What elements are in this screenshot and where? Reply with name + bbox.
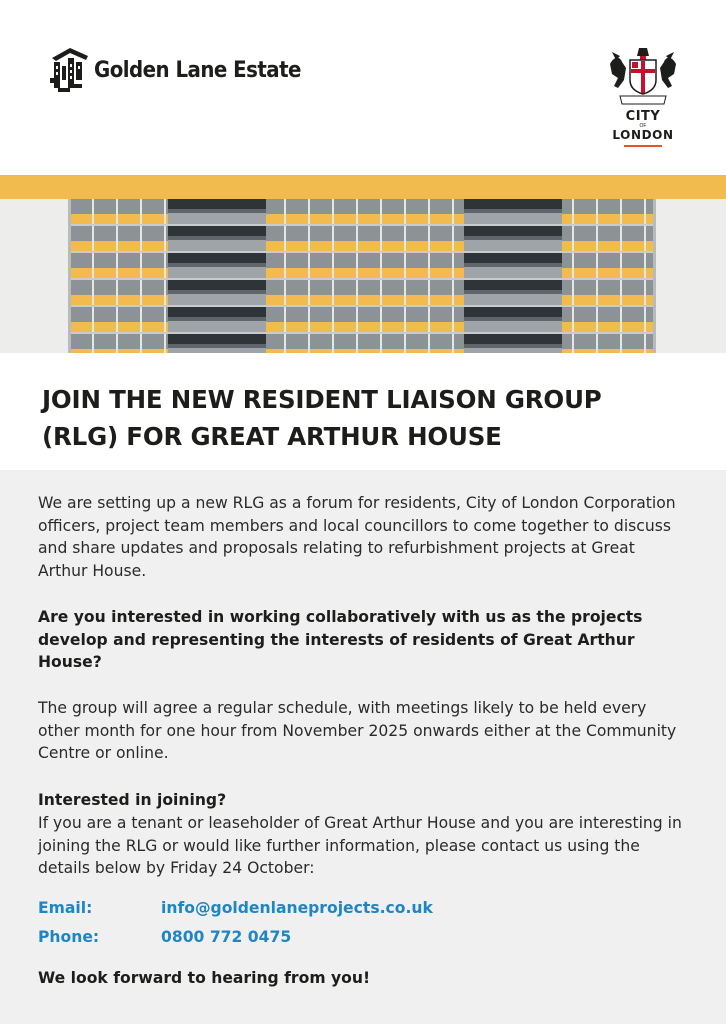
title-section xyxy=(0,353,726,470)
balcony-slab xyxy=(168,224,266,226)
balcony-recess xyxy=(464,334,562,344)
mullion xyxy=(332,253,334,278)
mullion xyxy=(308,253,310,278)
mullion xyxy=(140,253,142,278)
balcony-recess xyxy=(464,307,562,317)
mullion xyxy=(116,334,118,353)
mullion xyxy=(572,307,574,332)
mullion xyxy=(164,199,166,224)
intro-paragraph: We are setting up a new RLG as a forum for residents, City of London Corporation officers, project team members and local councillors to come together to discuss and share updates and proposals relating to refurbishment projects at Great Arthur House. xyxy=(38,494,676,580)
mullion xyxy=(356,334,358,353)
mullion xyxy=(308,280,310,305)
floor-slab xyxy=(68,224,656,226)
balcony-slab xyxy=(464,332,562,334)
balcony-parapet xyxy=(168,213,266,224)
building-photo xyxy=(0,199,726,353)
balcony-slab xyxy=(464,224,562,226)
mullion xyxy=(284,253,286,278)
mullion xyxy=(116,226,118,251)
spandrel xyxy=(68,295,656,305)
mullion xyxy=(644,199,646,224)
mullion xyxy=(428,334,430,353)
mullion xyxy=(356,307,358,332)
balcony-recess xyxy=(168,334,266,344)
balcony-parapet xyxy=(168,240,266,251)
golden-lane-estate-logo-icon xyxy=(48,44,90,96)
building-edge-left xyxy=(68,199,71,353)
col-of-text: OF xyxy=(639,123,647,129)
balcony-recess xyxy=(168,253,266,263)
mullion xyxy=(452,199,454,224)
joining-heading: Interested in joining? xyxy=(38,791,227,809)
mullion xyxy=(308,334,310,353)
mullion xyxy=(164,307,166,332)
mullion xyxy=(404,280,406,305)
mullion xyxy=(452,226,454,251)
balcony-slab xyxy=(168,305,266,307)
mullion xyxy=(452,280,454,305)
mullion xyxy=(404,253,406,278)
spandrel xyxy=(68,214,656,224)
mullion xyxy=(644,334,646,353)
mullion xyxy=(164,253,166,278)
mullion xyxy=(332,280,334,305)
spandrel xyxy=(68,268,656,278)
schedule-paragraph: The group will agree a regular schedule, with meetings likely to be held every other month for one hour from November 2025 onwards either at the Community Centre or online. xyxy=(38,699,677,763)
mullion xyxy=(140,199,142,224)
balcony-parapet xyxy=(464,240,562,251)
balcony-recess xyxy=(464,226,562,236)
spandrel xyxy=(68,241,656,251)
mullion xyxy=(620,334,622,353)
estate-name: Golden Lane Estate xyxy=(94,57,301,83)
accent-band xyxy=(0,175,726,199)
building-edge-right xyxy=(653,199,656,353)
window-strip xyxy=(68,253,656,268)
mullion xyxy=(644,280,646,305)
balcony-slab xyxy=(464,305,562,307)
mullion xyxy=(596,199,598,224)
mullion xyxy=(116,307,118,332)
mullion xyxy=(380,334,382,353)
window-strip xyxy=(68,199,656,214)
golden-lane-estate-logo xyxy=(48,44,324,96)
col-london-text: LONDON xyxy=(612,128,674,142)
mullion xyxy=(596,334,598,353)
joining-paragraph: If you are a tenant or leaseholder of Great Arthur House and you are interesting in joining the RLG or would like further information, please contact us using the details below by Friday 24 October: xyxy=(38,814,682,878)
mullion xyxy=(428,199,430,224)
balcony-parapet xyxy=(464,213,562,224)
mullion xyxy=(92,334,94,353)
mullion xyxy=(572,253,574,278)
mullion xyxy=(644,307,646,332)
balcony-parapet xyxy=(168,321,266,332)
mullion xyxy=(620,280,622,305)
mullion xyxy=(452,307,454,332)
city-of-london-logo xyxy=(603,46,683,146)
mullion xyxy=(428,280,430,305)
window-strip xyxy=(68,307,656,322)
balcony-parapet xyxy=(464,267,562,278)
floor-slab xyxy=(68,278,656,280)
email-label: Email: xyxy=(38,899,93,917)
mullion xyxy=(92,253,94,278)
mullion xyxy=(92,280,94,305)
mullion xyxy=(356,253,358,278)
balcony-parapet xyxy=(168,294,266,305)
mullion xyxy=(92,199,94,224)
mullion xyxy=(596,307,598,332)
mullion xyxy=(284,199,286,224)
balcony-parapet xyxy=(168,267,266,278)
balcony-recess xyxy=(464,280,562,290)
balcony-recess xyxy=(168,307,266,317)
balcony-recess xyxy=(168,280,266,290)
mullion xyxy=(164,226,166,251)
title-line-1: JOIN THE NEW RESIDENT LIAISON GROUP xyxy=(42,385,602,414)
mullion xyxy=(164,334,166,353)
balcony-parapet xyxy=(464,321,562,332)
mullion xyxy=(116,253,118,278)
mullion xyxy=(308,226,310,251)
mullion xyxy=(404,334,406,353)
balcony-recess xyxy=(168,199,266,209)
mullion xyxy=(428,226,430,251)
window-strip xyxy=(68,226,656,241)
mullion xyxy=(404,226,406,251)
mullion xyxy=(380,307,382,332)
mullion xyxy=(596,280,598,305)
mullion xyxy=(284,226,286,251)
mullion xyxy=(308,307,310,332)
page-title xyxy=(42,381,682,455)
mullion xyxy=(356,280,358,305)
mullion xyxy=(332,307,334,332)
mullion xyxy=(644,253,646,278)
page-header xyxy=(0,0,726,175)
mullion xyxy=(428,253,430,278)
spandrel xyxy=(68,322,656,332)
mullion xyxy=(356,226,358,251)
balcony-slab xyxy=(464,251,562,253)
mullion xyxy=(380,199,382,224)
mullion xyxy=(92,226,94,251)
body-section xyxy=(0,470,726,1024)
mullion xyxy=(116,280,118,305)
col-city-text: CITY xyxy=(625,109,661,124)
balcony-slab xyxy=(168,251,266,253)
mullion xyxy=(140,334,142,353)
mullion xyxy=(380,280,382,305)
window-strip xyxy=(68,334,656,349)
mullion xyxy=(308,199,310,224)
mullion xyxy=(452,253,454,278)
mullion xyxy=(380,253,382,278)
mullion xyxy=(572,334,574,353)
mullion xyxy=(380,226,382,251)
mullion xyxy=(620,253,622,278)
mullion xyxy=(356,199,358,224)
mullion xyxy=(404,199,406,224)
balcony-parapet xyxy=(464,294,562,305)
email-link[interactable]: info@goldenlaneprojects.co.uk xyxy=(161,899,433,917)
mullion xyxy=(572,280,574,305)
floor-slab xyxy=(68,332,656,334)
col-underline xyxy=(624,145,662,147)
phone-link[interactable]: 0800 772 0475 xyxy=(161,928,292,946)
window-strip xyxy=(68,280,656,295)
mullion xyxy=(596,226,598,251)
mullion xyxy=(572,226,574,251)
balcony-slab xyxy=(168,332,266,334)
city-of-london-crest-icon xyxy=(606,46,680,110)
mullion xyxy=(644,226,646,251)
mullion xyxy=(452,334,454,353)
mullion xyxy=(284,280,286,305)
mullion xyxy=(140,226,142,251)
title-line-2: (RLG) FOR GREAT ARTHUR HOUSE xyxy=(42,422,502,451)
mullion xyxy=(428,307,430,332)
building-illustration xyxy=(0,199,726,353)
mullion xyxy=(164,280,166,305)
balcony-recess xyxy=(464,199,562,209)
mullion xyxy=(332,199,334,224)
mullion xyxy=(620,199,622,224)
balcony-recess xyxy=(464,253,562,263)
mullion xyxy=(116,199,118,224)
mullion xyxy=(596,253,598,278)
balcony-recess xyxy=(168,226,266,236)
balcony-slab xyxy=(168,278,266,280)
mullion xyxy=(140,280,142,305)
mullion xyxy=(620,307,622,332)
closing-text: We look forward to hearing from you! xyxy=(38,969,371,987)
mullion xyxy=(572,199,574,224)
floor-slab xyxy=(68,251,656,253)
question-paragraph: Are you interested in working collaboratively with us as the projects develop and representing the interests of residents of Great Arthur House? xyxy=(38,608,643,672)
mullion xyxy=(332,226,334,251)
mullion xyxy=(284,307,286,332)
floor-slab xyxy=(68,305,656,307)
mullion xyxy=(404,307,406,332)
balcony-slab xyxy=(464,278,562,280)
mullion xyxy=(332,334,334,353)
mullion xyxy=(140,307,142,332)
mullion xyxy=(284,334,286,353)
phone-label: Phone: xyxy=(38,928,100,946)
mullion xyxy=(92,307,94,332)
mullion xyxy=(620,226,622,251)
